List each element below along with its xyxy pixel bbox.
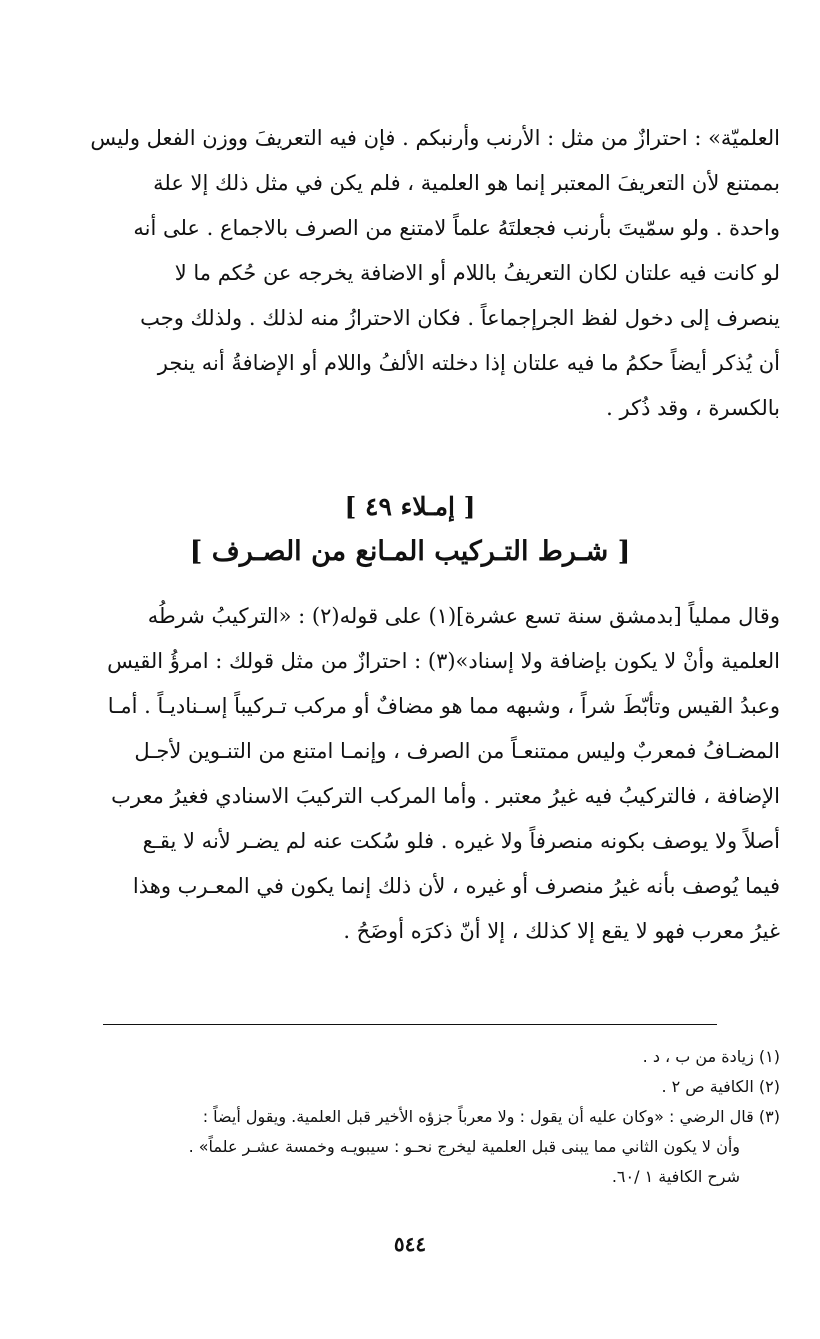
page-number: ٥٤٤ xyxy=(393,1232,427,1256)
text-line: وعبدُ القيس وتأبّطَ شراً ، وشبهه مما هو مضافٌ أو مركب تـركيباً إسـناديـاً . أمـا xyxy=(107,694,780,718)
text-line: العلمية وأنْ لا يكون بإضافة ولا إسناد»(٣) : احترازٌ من مثل قولك : امرؤُ القيس xyxy=(107,649,780,673)
text-line: فيما يُوصف بأنه غيرُ منصرف أو غيره ، لأن ذلك إنما يكون في المعـرب وهذا xyxy=(132,874,780,898)
footnotes xyxy=(38,1042,780,1192)
text-line: غيرُ معرب فهو لا يقع إلا كذلك ، إلا أنّ ذكرَه أوضَحُ . xyxy=(343,919,780,943)
footnote-line: (٢) الكافية ص ٢ . xyxy=(661,1077,780,1096)
text-line: لو كانت فيه علتان لكان التعريفُ باللام أو الاضافة يخرجه عن حُكم ما لا xyxy=(174,261,780,285)
text-line: بالكسرة ، وقد ذُكر . xyxy=(606,396,780,420)
text-line: أن يُذكر أيضاً حكمُ ما فيه علتان إذا دخلته الألفُ واللام أو الإضافةُ أنه ينجر xyxy=(157,351,780,375)
section-number-heading: [ إمـلاء ٤٩ ] xyxy=(344,492,476,521)
text-line: الإضافة ، فالتركيبُ فيه غيرُ معتبر . وأما المركب التركيبَ الاسنادي فغيرُ معرب xyxy=(111,784,780,808)
text-line: وقال مملياً [بدمشق سنة تسع عشرة](١) على قوله(٢) : «التركيبُ شرطُه xyxy=(147,604,780,628)
text-line: أصلاً ولا يوصف بكونه منصرفاً ولا غيره . فلو سُكت عنه لم يضـر لأنه لا يقـع xyxy=(142,829,780,853)
footnote-line: شرح الكافية ١ /٦٠. xyxy=(611,1167,740,1186)
paragraph-top xyxy=(38,116,780,431)
section-title-heading: [ شـرط التـركيب المـانع من الصـرف ] xyxy=(189,536,631,567)
text-line: المضـافُ فمعربٌ وليس ممتنعـاً من الصرف ، وإنمـا امتنع من التنـوين لأجـل xyxy=(134,739,780,763)
footnote-divider xyxy=(103,1024,717,1025)
text-line: العلميّة» : احترازٌ من مثل : الأرنب وأرنبكم . فإن فيه التعريفَ ووزن الفعل وليس xyxy=(90,126,780,150)
text-line: ينصرف إلى دخول لفظ الجرإجماعاً . فكان الاحترازُ منه لذلك . ولذلك وجب xyxy=(140,306,780,330)
text-line: بممتنع لأن التعريفَ المعتبر إنما هو العلمية ، فلم يكن في مثل ذلك إلا علة xyxy=(153,171,780,195)
footnote-line: (١) زيادة من ب ، د . xyxy=(642,1047,780,1066)
paragraph-main xyxy=(38,594,780,954)
footnote-line: وأن لا يكون الثاني مما يبنى قبل العلمية ليخرج نحـو : سيبويـه وخمسة عشـر علماً» . xyxy=(188,1137,740,1156)
text-line: واحدة . ولو سمّيتَ بأرنب فجعلتَهُ علماً لامتنع من الصرف بالاجماع . على أنه xyxy=(133,216,780,240)
footnote-line: (٣) قال الرضي : «وكان عليه أن يقول : ولا معرباً جزؤه الأخير قبل العلمية. ويقول أيضاً : xyxy=(202,1107,780,1126)
